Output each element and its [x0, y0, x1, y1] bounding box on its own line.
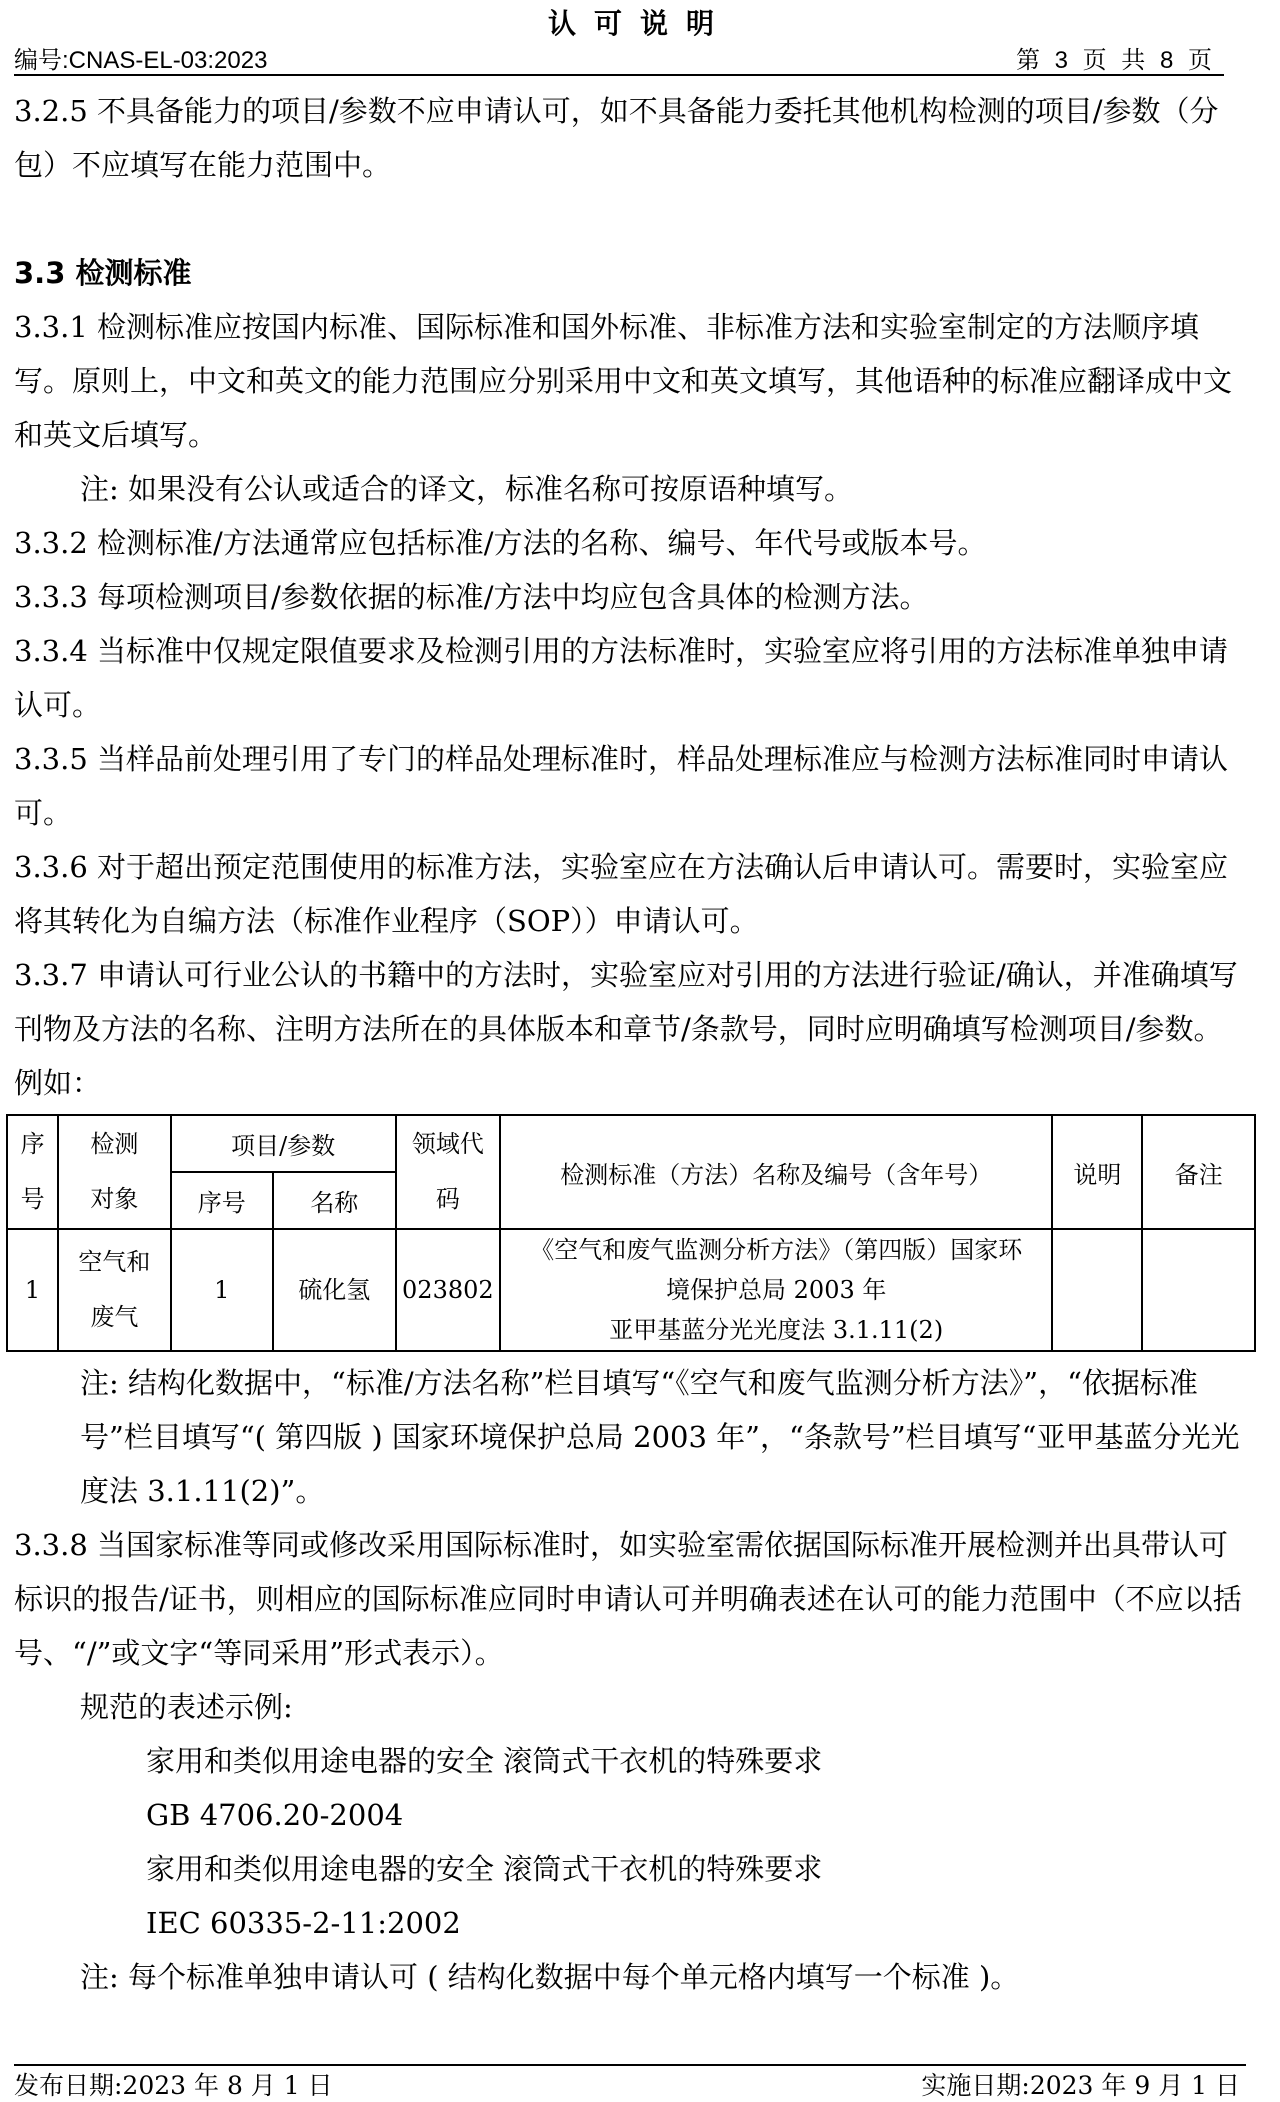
example-line-3: 家用和类似用途电器的安全 滚筒式干衣机的特殊要求	[146, 1852, 823, 1886]
note-3-3-1: 注: 如果没有公认或适合的译文，标准名称可按原语种填写。	[80, 472, 853, 506]
document-number: 编号:CNAS-EL-03:2023	[14, 47, 268, 74]
note-table: 注: 结构化数据中，“标准/方法名称”栏目填写“《空气和废气监测分析方法》”，“依据标准号”栏目填写“( 第四版 ) 国家环境保护总局 2003 年”，“条款号”栏目填写“亚甲基蓝分光光度法 3.1.11(2)”。	[80, 1366, 1240, 1508]
clause-3-3-1: 3.3.1 检测标准应按国内标准、国际标准和国外标准、非标准方法和实验室制定的方法顺序填写。原则上，中文和英文的能力范围应分别采用中文和英文填写，其他语种的标准应翻译成中文和英文后填写。	[14, 310, 1233, 452]
header-cell-item-seq: 序号	[171, 1172, 273, 1229]
header-cell-remark: 备注	[1142, 1115, 1255, 1229]
cell-item-name: 硫化氢	[273, 1229, 396, 1351]
cell-domain-code: 023802	[396, 1229, 500, 1351]
document-body	[14, 84, 1244, 2004]
header-cell-description: 说明	[1052, 1115, 1142, 1229]
clause-3-3-8: 3.3.8 当国家标准等同或修改采用国际标准时，如实验室需依据国际标准开展检测并出具带认可标识的报告/证书，则相应的国际标准应同时申请认可并明确表述在认可的能力范围中（不应以括号、“/”或文字“等同采用”形式表示）。	[14, 1528, 1242, 1670]
clause-3-3-4: 3.3.4 当标准中仅规定限值要求及检测引用的方法标准时，实验室应将引用的方法标准单独申请认可。	[14, 634, 1229, 722]
page-indicator: 第 3 页 共 8 页	[1015, 47, 1216, 74]
clause-3-3-5: 3.3.5 当样品前处理引用了专门的样品处理标准时，样品处理标准应与检测方法标准同时申请认可。	[14, 742, 1229, 830]
header-cell-item: 项目/参数	[171, 1115, 396, 1172]
cell-seq: 1	[7, 1229, 58, 1351]
page-header	[14, 40, 1224, 76]
effective-date: 实施日期:2023 年 9 月 1 日	[921, 2071, 1240, 2100]
clause-3-3-3: 3.3.3 每项检测项目/参数依据的标准/方法中均应包含具体的检测方法。	[14, 580, 929, 614]
cell-item-seq: 1	[171, 1229, 273, 1351]
table-row	[7, 1229, 1255, 1351]
clause-3-3-6: 3.3.6 对于超出预定范围使用的标准方法，实验室应在方法确认后申请认可。需要时，实验室应将其转化为自编方法（标准作业程序（SOP））申请认可。	[14, 850, 1229, 938]
cell-object: 空气和 废气	[58, 1229, 171, 1351]
example-line-2: GB 4706.20-2004	[146, 1798, 404, 1832]
example-intro: 规范的表述示例:	[80, 1690, 293, 1724]
note-final: 注: 每个标准单独申请认可 ( 结构化数据中每个单元格内填写一个标准 )。	[80, 1960, 1020, 1994]
clause-3-2-5: 3.2.5 不具备能力的项目/参数不应申请认可，如不具备能力委托其他机构检测的项目/参数（分包）不应填写在能力范围中。	[14, 94, 1219, 182]
header-cell-item-name: 名称	[273, 1172, 396, 1229]
header-cell-standard: 检测标准（方法）名称及编号（含年号）	[500, 1115, 1052, 1229]
header-cell-object: 检测 对象	[58, 1115, 171, 1229]
clause-3-3-7: 3.3.7 申请认可行业公认的书籍中的方法时，实验室应对引用的方法进行验证/确认，并准确填写刊物及方法的名称、注明方法所在的具体版本和章节/条款号，同时应明确填写检测项目/参数。例如：	[14, 958, 1238, 1100]
header-cell-domain-code: 领域代 码	[396, 1115, 500, 1229]
cell-description	[1052, 1229, 1142, 1351]
clause-3-3-2: 3.3.2 检测标准/方法通常应包括标准/方法的名称、编号、年代号或版本号。	[14, 526, 987, 560]
cell-remark	[1142, 1229, 1255, 1351]
section-heading-3-3: 3.3 检测标准	[14, 256, 192, 290]
page-title: 认可说明	[547, 7, 732, 40]
cell-standard: 《空气和废气监测分析方法》（第四版）国家环 境保护总局 2003 年 亚甲基蓝分光光度法 3.1.11(2)	[500, 1229, 1052, 1351]
header-cell-seq: 序 号	[7, 1115, 58, 1229]
issue-date: 发布日期:2023 年 8 月 1 日	[14, 2071, 333, 2100]
example-table	[6, 1114, 1256, 1352]
example-line-1: 家用和类似用途电器的安全 滚筒式干衣机的特殊要求	[146, 1744, 823, 1778]
example-line-4: IEC 60335-2-11:2002	[146, 1906, 461, 1940]
